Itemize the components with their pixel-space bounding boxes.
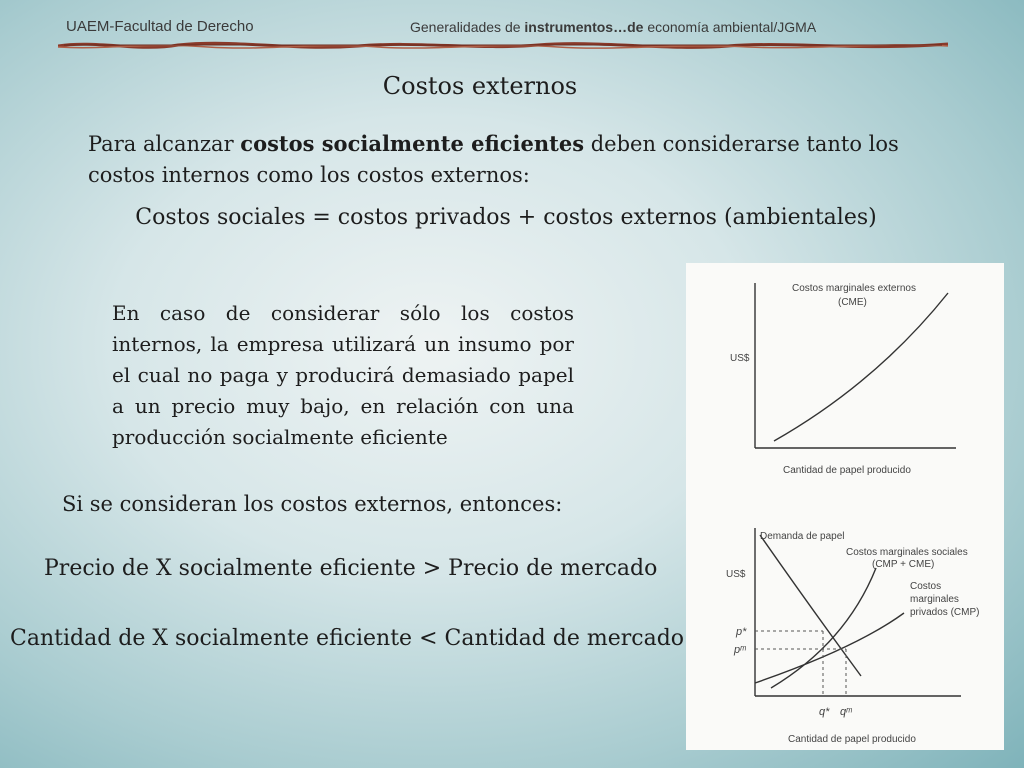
intro-prefix: Para alcanzar [88,132,241,156]
top-curve-label-2: (CME) [838,297,867,308]
q-m-label: qᵐ [840,706,852,718]
intro-suffix: deben considerarse tanto los costos internos como los costos externos: [88,132,899,187]
header-topic-prefix: Generalidades de [410,19,525,35]
header-topic [410,19,816,35]
cost-figure-svg [686,263,1004,750]
social-cost-label-1: Costos marginales sociales [846,547,968,558]
header-topic-bold: instrumentos…de [524,19,644,35]
top-xlabel: Cantidad de papel producido [783,465,911,476]
explanation-paragraph: En caso de considerar sólo los costos internos, la empresa utilizará un insumo por el cual no paga y producirá demasiado papel a un precio muy bajo, en relación con una producción socialmente eficiente [112,301,574,449]
cost-figure [686,263,1004,750]
price-comparison: Precio de X socialmente eficiente > Precio de mercado [44,556,658,581]
if-external-heading: Si se consideran los costos externos, entonces: [62,492,563,516]
top-cme-curve [774,293,948,441]
header-course: UAEM-Facultad de Derecho [66,18,254,35]
private-cost-curve [755,613,904,683]
slide-title: Costos externos [382,72,578,100]
q-star-label: q* [819,706,830,718]
intro-text [88,128,968,191]
intro-bold: costos socialmente eficientes [240,131,585,156]
private-cost-label-3: privados (CMP) [910,607,980,618]
private-cost-label-1: Costos [910,581,942,592]
formula: Costos sociales = costos privados + costos externos (ambientales) [135,205,877,230]
private-cost-label-2: marginales [910,594,959,605]
top-curve-label-1: Costos marginales externos [792,283,916,294]
top-ylabel: US$ [730,353,750,364]
bottom-xlabel: Cantidad de papel producido [788,734,916,745]
header-divider [58,38,948,54]
p-m-label: pᵐ [734,644,746,656]
p-star-label: p* [736,626,747,638]
demand-label: Demanda de papel [760,531,845,542]
bottom-ylabel: US$ [726,569,746,580]
social-cost-label-2: (CMP + CME) [872,559,935,570]
header-topic-suffix: economía ambiental/JGMA [643,19,817,35]
quantity-comparison: Cantidad de X socialmente eficiente < Cantidad de mercado [10,626,685,651]
